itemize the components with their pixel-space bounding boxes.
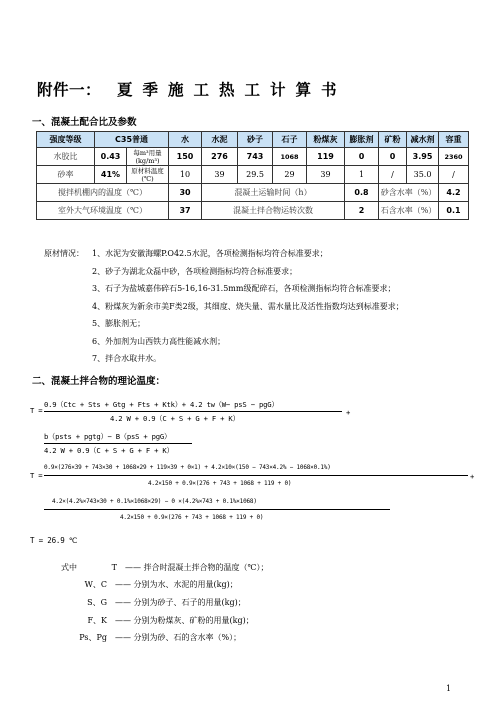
table-cell: 砂率 [37,166,95,184]
table-cell: 1 [345,166,379,184]
list-item [44,283,404,301]
table-cell: 0.43 [95,148,127,166]
calc-numerator: 0.9×(276×39 + 743×30 + 1068×29 + 119×39 + 0×1) + 4.2×10×(150 − 743×4.2% − 1068×0.1%) [44,464,331,471]
table-cell: 砂含水率（%） [379,184,439,202]
definition-text: —— 分别为砂、石的含水率（%）； [115,633,242,642]
list-item [44,336,404,354]
header-cell: 水 [169,132,202,148]
fraction-bar [44,475,468,476]
table-cell: 0.8 [345,184,379,202]
symbol: W、C [84,580,107,589]
table-cell: 4.2 [439,184,469,202]
table-cell: 原材料温度(℃) [127,166,169,184]
definition-row [61,632,241,643]
result-temperature: T = 26.9 ℃ [30,536,78,545]
table-cell: 2 [345,202,379,220]
header-cell: 减水剂 [407,132,439,148]
condition-text: 2、砂子为湖北众磊中砂，各项检测指标均符合标准要求； [92,266,298,276]
table-cell: 3.95 [407,148,439,166]
table-cell: 0.1 [439,202,469,220]
formula-lhs: T = [30,471,43,480]
definition-row [61,597,246,608]
table-cell: 2360 [439,148,469,166]
symbol: S、G [87,598,107,607]
table-row [37,202,469,220]
header-cell: 砂子 [238,132,273,148]
page-number: 1 [446,684,452,693]
material-conditions [44,248,404,371]
table-row [37,148,469,166]
table-cell: 29.5 [238,166,273,184]
header-cell: 膨胀剂 [345,132,379,148]
table-cell: / [379,166,407,184]
table-cell: 39 [202,166,238,184]
header-cell: C35普通 [95,132,169,148]
formula-denominator: 4.2 W + 0.9（C + S + G + F + K） [44,446,174,455]
table-cell: 室外大气环境温度（℃） [37,202,169,220]
fraction-bar [44,411,342,412]
definition-text: —— 分别为砂子、石子的用量(kg)； [115,598,246,607]
header-cell: 粉煤灰 [307,132,345,148]
table-cell: 石含水率（%） [379,202,439,220]
definition-text: —— 分别为粉煤灰、矿粉的用量(kg)； [115,616,254,625]
title-prefix: 附件一： [37,81,102,99]
table-cell: 搅拌机棚内的温度（℃） [37,184,169,202]
title-main: 夏季施工热工计算书 [117,81,347,99]
table-cell: 29 [273,166,307,184]
table-row [37,166,469,184]
table-cell: 10 [169,166,202,184]
table-cell: 37 [169,202,202,220]
section-heading-2: 二、混凝土拌合物的理论温度： [32,376,166,387]
formula-numerator: b（psts + pgtg）− B（psS + pgG） [44,432,172,441]
table-cell: 30 [169,184,202,202]
symbol: Ps、Pg [79,633,107,642]
conditions-label: 原材情况： [44,249,84,258]
table-cell: 混凝土运输时间（h） [202,184,345,202]
formula-lhs: T = [30,406,43,415]
table-cell: 0 [379,148,407,166]
symbol: T [111,563,117,572]
calc-numerator: 4.2×(4.2%×743×30 + 0.1%×1068×29) − 0 ×(4.2%×743 + 0.1%×1068) [52,498,257,505]
fraction-bar [44,509,390,510]
table-cell: 276 [202,148,238,166]
mix-proportion-table [36,131,469,220]
condition-text: 5、膨胀剂无； [92,319,146,328]
condition-text: 6、外加剂为山西铁力高性能减水剂； [92,336,226,346]
table-cell: 150 [169,148,202,166]
definition-row [61,562,269,573]
table-cell: 119 [307,148,345,166]
plus-sign: + [346,408,351,417]
table-cell: 混凝土拌合物运转次数 [202,202,345,220]
symbol: F、K [87,616,107,625]
header-cell: 矿粉 [379,132,407,148]
condition-text: 3、石子为盐城嘉伟碎石5-16,16-31.5mm级配碎石，各项检测指标均符合标准要求； [92,284,396,293]
list-item [44,301,404,319]
list-item [44,266,404,284]
list-item [44,248,404,266]
section-heading-1: 一、混凝土配合比及参数 [32,117,137,128]
definition-text: —— 分别为水、水泥的用量(kg)； [115,580,238,589]
plus-sign: + [470,472,475,481]
table-cell: 35.0 [407,166,439,184]
table-cell: 743 [238,148,273,166]
calc-denominator: 4.2×150 + 0.9×(276 + 743 + 1068 + 119 + 0) [120,514,264,521]
document-title [37,78,347,100]
table-cell: 每m³用量(kg/m³) [127,148,169,166]
fraction-bar [44,443,192,444]
header-cell: 石子 [273,132,307,148]
definition-row [61,615,254,626]
table-row [37,184,469,202]
definition-row [61,579,238,590]
calc-denominator: 4.2×150 + 0.9×(276 + 743 + 1068 + 119 + 0) [148,480,292,487]
list-item [44,353,404,371]
definition-text: —— 拌合时混凝土拌合物的温度（℃）； [125,563,269,572]
table-cell: 水胶比 [37,148,95,166]
list-item [44,318,404,336]
table-cell: 41% [95,166,127,184]
formula-denominator: 4.2 W + 0.9（C + S + G + F + K） [110,414,240,423]
condition-text: 1、水泥为安徽海螺P.O42.5水泥，各项检测指标均符合标准要求； [92,249,328,258]
header-cell: 强度等级 [37,132,95,148]
condition-text: 4、粉煤灰为新余市美F类2级，其细度、烧失量、需水量比及活性指数均达到标准要求； [92,301,404,311]
formula-numerator: 0.9（Ctc + Sts + Gtg + Fts + Ktk）+ 4.2 tw（W− psS − pgG） [44,400,279,409]
definitions-intro: 式中 [61,563,77,572]
table-header-row [37,132,469,148]
table-cell: 0 [345,148,379,166]
table-cell: 39 [307,166,345,184]
table-cell: 1068 [273,148,307,166]
table-cell: / [439,166,469,184]
condition-text: 7、拌合水取井水。 [92,354,162,363]
header-cell: 容重 [439,132,469,148]
header-cell: 水泥 [202,132,238,148]
